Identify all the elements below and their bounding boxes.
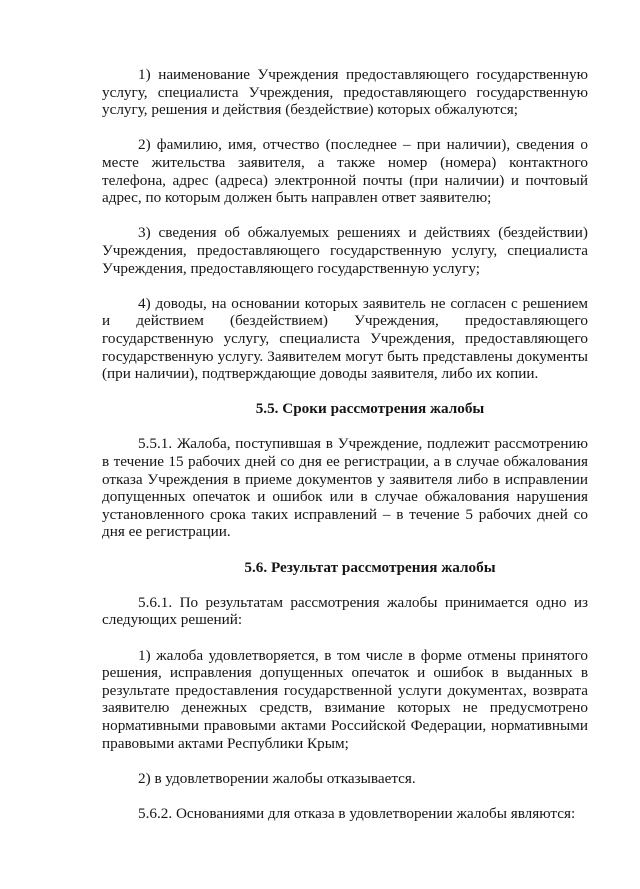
document-page — [102, 66, 588, 823]
list-item-4: 4) доводы, на основании которых заявитель не согласен с решением и действием (бездействием) Учреждения, предоставляющего государственную услугу, специалиста Учреждения, предоставляющего государственную услугу. Заявителем могут быть представлены документы (при наличии), подтверждающие доводы заявителя, либо их копии. — [102, 294, 588, 383]
section-heading-5-6: 5.6. Результат рассмотрения жалобы — [244, 558, 496, 576]
decision-item-2: 2) в удовлетворении жалобы отказывается. — [138, 769, 416, 787]
section-heading-5-5: 5.5. Сроки рассмотрения жалобы — [255, 400, 485, 418]
decision-item-1: 1) жалоба удовлетворяется, в том числе в форме отмены принятого решения, исправления допущенных опечаток и ошибок в выданных в результате предоставления государственной услуги документах, возврата заявителю денежных средств, взимание которых не предусмотрено нормативными правовыми актами Российской Федерации, нормативными правовыми актами Республики Крым; — [102, 646, 588, 752]
list-item-2: 2) фамилию, имя, отчество (последнее – при наличии), сведения о месте жительства заявителя, а также номер (номера) контактного телефона, адрес (адреса) электронной почты (при наличии) и почтовый адрес, по которым должен быть направлен ответ заявителю; — [102, 136, 588, 207]
paragraph-5-6-1: 5.6.1. По результатам рассмотрения жалобы принимается одно из следующих решений: — [102, 593, 588, 629]
list-item-3: 3) сведения об обжалуемых решениях и действиях (бездействии) Учреждения, предоставляющего государственную услугу, специалиста Учреждения, предоставляющего государственную услугу; — [102, 224, 588, 277]
list-item-1: 1) наименование Учреждения предоставляющего государственную услугу, специалиста Учреждения, предоставляющего государственную услугу, решения и действия (бездействие) которых обжалуются; — [102, 66, 588, 119]
paragraph-5-6-2: 5.6.2. Основаниями для отказа в удовлетворении жалобы являются: — [138, 804, 576, 822]
paragraph-5-5-1: 5.5.1. Жалоба, поступившая в Учреждение, подлежит рассмотрению в течение 15 рабочих дней со дня ее регистрации, а в случае обжалования отказа Учреждения в приеме документов у заявителя либо в исправлении допущенных опечаток и ошибок или в случае обжалования нарушения установленного срока таких исправлений – в течение 5 рабочих дней со дня ее регистрации. — [102, 435, 588, 541]
